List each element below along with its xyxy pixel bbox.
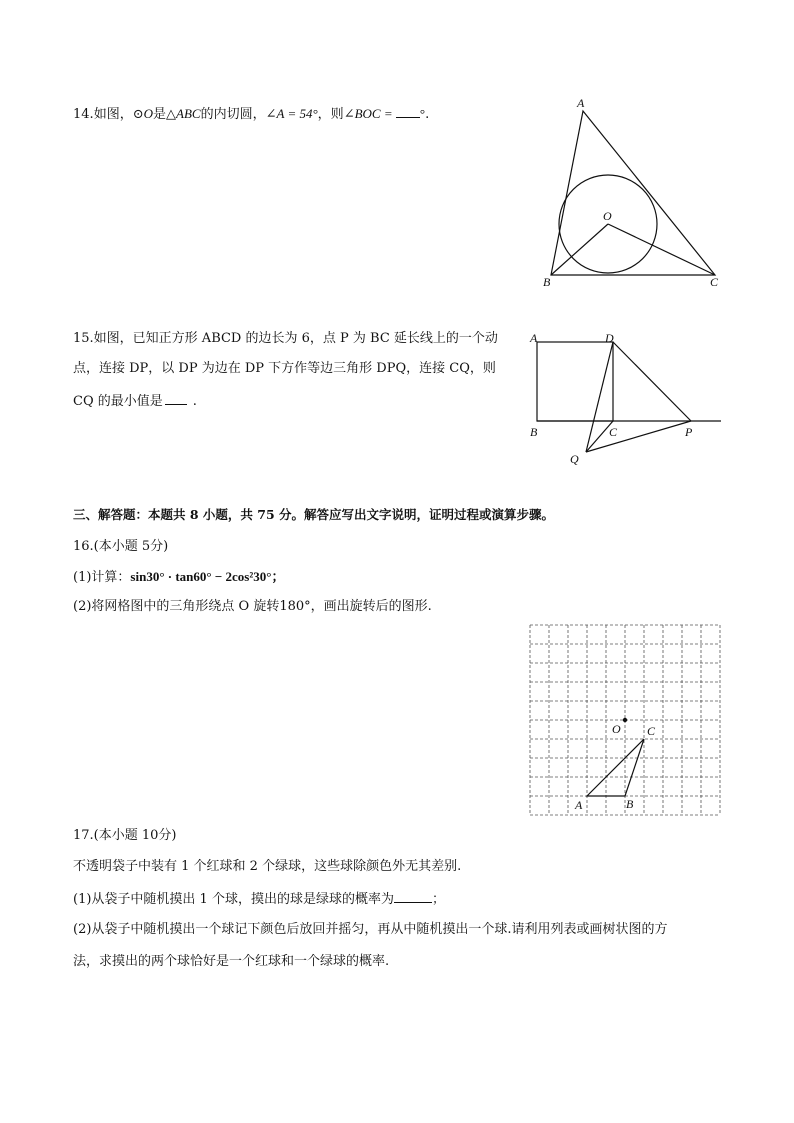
q17-part2-line1: (2)从袋子中随机摸出一个球记下颜色后放回并摇匀，再从中随机摸出一个球.请利用列表或画树状图的方	[73, 922, 668, 937]
label-c: C	[710, 275, 719, 289]
segment-oc	[608, 224, 715, 275]
answer-blank-17[interactable]	[394, 890, 432, 903]
q17-intro: 不透明袋子中装有 1 个红球和 2 个绿球，这些球除颜色外无其差别.	[73, 859, 462, 874]
q14-number: 14.	[73, 107, 94, 122]
angle-boc: ∠BOC =	[343, 106, 396, 121]
q16-grid-figure	[530, 625, 722, 817]
label-q: Q	[570, 452, 579, 466]
q14-text: 14.如图，⊙O是△ABC的内切圆，∠A = 54°，则∠BOC = °.	[73, 106, 430, 122]
label-c: C	[609, 425, 618, 439]
q16-expression: sin30° · tan60° − 2cos²30°；	[130, 569, 285, 584]
label-b: B	[543, 275, 551, 289]
segment-dp	[613, 342, 691, 421]
angle-a: ∠A = 54°	[265, 106, 318, 121]
segment-qp	[586, 421, 691, 452]
q15-line1: 15.如图，已知正方形 ABCD 的边长为 6，点 P 为 BC 延长线上的一个动	[73, 331, 498, 346]
point-o	[623, 718, 627, 722]
q16-part1: (1)计算：sin30° · tan60° − 2cos²30°；	[73, 569, 285, 585]
label-b: B	[626, 797, 634, 811]
q15-line3: CQ 的最小值是 .	[73, 394, 197, 409]
label-b: B	[530, 425, 538, 439]
answer-blank-14[interactable]	[396, 105, 420, 118]
triangle-abc	[551, 111, 715, 275]
square-abcd	[537, 342, 613, 421]
label-p: P	[685, 425, 693, 439]
triangle-symbol: △	[166, 106, 177, 121]
q16-part2: (2)将网格图中的三角形绕点 O 旋转180°，画出旋转后的图形.	[73, 599, 432, 614]
section-heading: 三、解答题：本题共 8 小题，共 75 分。解答应写出文字说明，证明过程或演算步骤。	[73, 507, 555, 522]
label-a: A	[575, 798, 583, 812]
q15-line2: 点，连接 DP，以 DP 为边在 DP 下方作等边三角形 DPQ，连接 CQ，则	[73, 361, 496, 376]
triangle-abc	[587, 739, 644, 796]
label-d: D	[605, 331, 614, 345]
answer-blank-15[interactable]	[165, 392, 187, 405]
q15-figure	[525, 330, 725, 470]
label-o: O	[612, 722, 621, 736]
q17-part2-line2: 法，求摸出的两个球恰好是一个红球和一个绿球的概率.	[73, 954, 390, 969]
q17-title: 17.(本小题 10分)	[73, 828, 177, 843]
label-o: O	[603, 209, 612, 223]
label-a: A	[530, 331, 538, 345]
q16-title: 16.(本小题 5分)	[73, 539, 169, 554]
label-a: A	[577, 96, 585, 110]
q14-figure	[530, 95, 730, 295]
circle-symbol: ⊙	[132, 106, 144, 121]
q17-part1: (1)从袋子中随机摸出 1 个球，摸出的球是绿球的概率为 ；	[73, 892, 445, 907]
label-c: C	[647, 724, 656, 738]
